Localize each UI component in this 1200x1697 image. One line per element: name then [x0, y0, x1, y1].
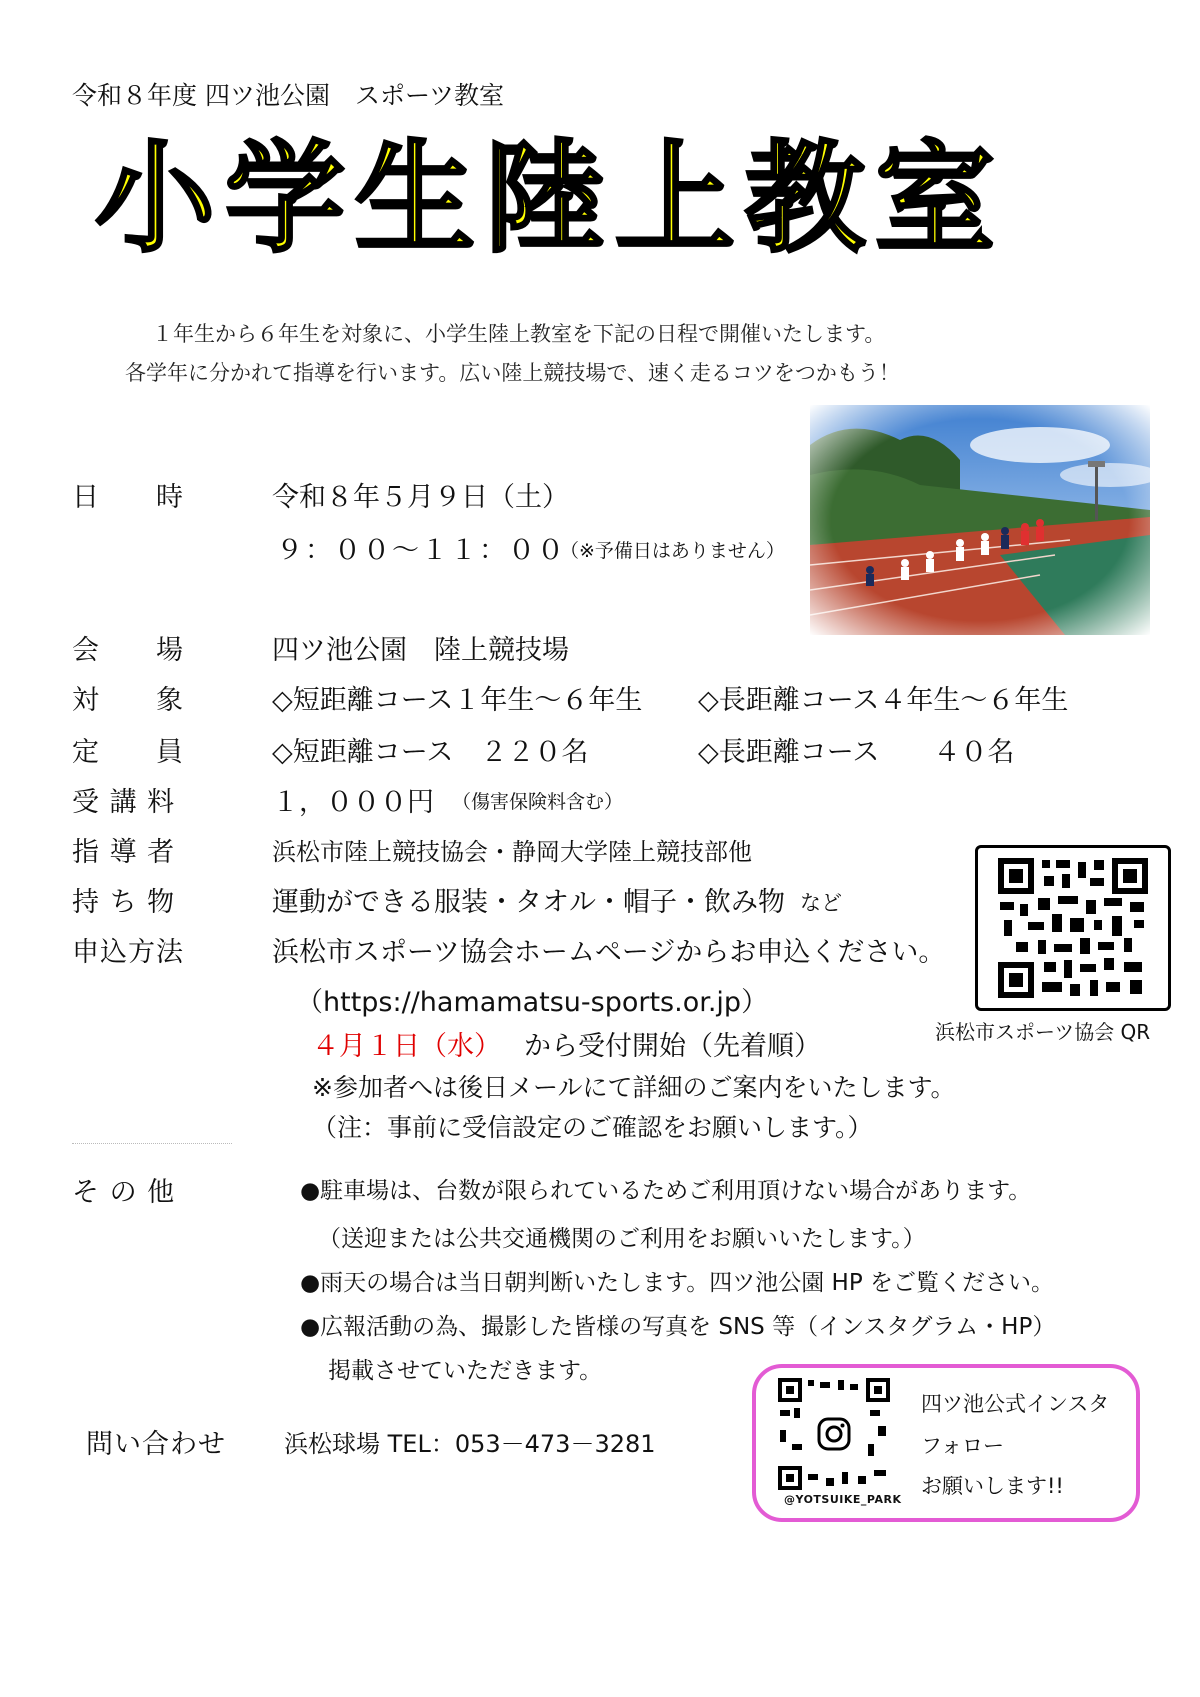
- event-time-note: （※予備日はありません）: [560, 540, 785, 562]
- instagram-handle: @YOTSUIKE_PARK: [784, 1493, 902, 1506]
- label-apply: 申込方法: [72, 937, 184, 968]
- label-datetime: 日 時: [72, 482, 184, 513]
- target-long: ◇長距離コース４年生～６年生: [698, 685, 1069, 716]
- label-venue: 会 場: [72, 635, 184, 666]
- apply-note-2: （注：事前に受信設定のご確認をお願いします。）: [312, 1113, 873, 1142]
- intro-line-1: １年生から６年生を対象に、小学生陸上教室を下記の日程で開催いたします。: [152, 322, 886, 346]
- target-short: ◇短距離コース１年生～６年生: [272, 685, 643, 716]
- header-subtitle: 令和８年度 四ツ池公園 スポーツ教室: [72, 81, 504, 110]
- capacity-long: ◇長距離コース ４０名: [698, 737, 1015, 768]
- other-line-1: ●駐車場は、台数が限られているためご利用頂けない場合があります。: [300, 1178, 1032, 1204]
- belongings-suffix: など: [800, 891, 842, 915]
- other-line-3: ●雨天の場合は当日朝判断いたします。四ツ池公園 HP をご覧ください。: [300, 1270, 1055, 1296]
- insta-line-2: フォロー: [921, 1434, 1004, 1458]
- event-date: 令和８年５月９日（土）: [272, 482, 569, 513]
- fee-note: （傷害保険料含む）: [452, 791, 624, 813]
- contact-value: 浜松球場 TEL：053－473－3281: [284, 1430, 656, 1458]
- qr-label: 浜松市スポーツ協会 QR: [935, 1020, 1151, 1044]
- instructors-value: 浜松市陸上競技協会・静岡大学陸上競技部他: [272, 838, 752, 866]
- intro-line-2: 各学年に分かれて指導を行います。広い陸上競技場で、速く走るコツをつかもう！: [125, 361, 900, 385]
- venue-value: 四ツ池公園 陸上競技場: [272, 635, 569, 666]
- page-title: 小学生陸上教室: [95, 130, 1005, 269]
- section-divider: [72, 1143, 232, 1144]
- label-belongings: 持 ち 物: [72, 887, 176, 918]
- qr-code-icon: [998, 858, 1148, 998]
- label-instructors: 指 導 者: [72, 837, 176, 868]
- label-fee: 受 講 料: [72, 787, 176, 818]
- label-contact: 問い合わせ: [86, 1429, 226, 1460]
- instagram-icon: [816, 1416, 852, 1452]
- apply-note-1: ※参加者へは後日メールにて詳細のご案内をいたします。: [312, 1073, 956, 1102]
- other-line-4: ●広報活動の為、撮影した皆様の写真を SNS 等（インスタグラム・HP）: [300, 1314, 1056, 1340]
- belongings-value: 運動ができる服装・タオル・帽子・飲み物: [272, 887, 785, 918]
- apply-start-rest: から受付開始（先着順）: [524, 1031, 821, 1062]
- other-line-5: 掲載させていただきます。: [328, 1358, 603, 1384]
- apply-start-date: ４月１日（水）: [312, 1031, 501, 1062]
- qr-code-box[interactable]: [975, 845, 1171, 1011]
- insta-line-3: お願いします!!: [921, 1474, 1064, 1498]
- capacity-short: ◇短距離コース ２２０名: [272, 737, 589, 768]
- label-target: 対 象: [72, 685, 184, 716]
- apply-line-1: 浜松市スポーツ協会ホームページからお申込ください。: [272, 937, 946, 968]
- running-track-photo: [810, 405, 1150, 635]
- label-other: そ の 他: [72, 1177, 176, 1208]
- event-time: ９：００～１１：００: [276, 535, 566, 566]
- apply-url[interactable]: （https://hamamatsu-sports.or.jp）: [296, 987, 769, 1018]
- other-line-2: （送迎または公共交通機関のご利用をお願いいたします。）: [318, 1226, 926, 1252]
- insta-line-1: 四ツ池公式インスタ: [921, 1392, 1110, 1416]
- fee-value: １，０００円: [272, 787, 434, 818]
- instagram-follow-box[interactable]: [752, 1364, 1140, 1522]
- label-capacity: 定 員: [72, 737, 184, 768]
